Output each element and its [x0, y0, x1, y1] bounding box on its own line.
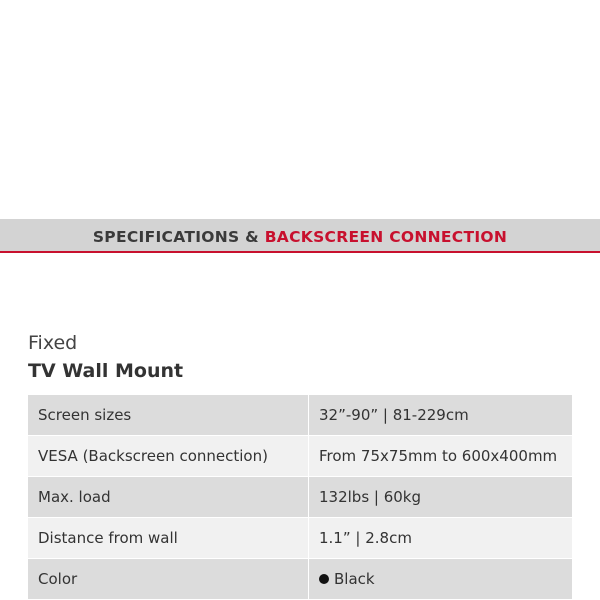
table-row [28, 395, 573, 436]
table-row [28, 559, 573, 600]
spec-label-vesa: VESA (Backscreen connection) [28, 436, 309, 477]
spec-label-screen-sizes: Screen sizes [28, 395, 309, 436]
specifications-banner [0, 219, 600, 253]
color-value-text: Black [334, 570, 375, 588]
product-name: TV Wall Mount [28, 360, 184, 382]
spec-label-max-load: Max. load [28, 477, 309, 518]
spec-label-color: Color [28, 559, 309, 600]
spec-value-max-load: 132lbs | 60kg [309, 477, 573, 518]
color-swatch-icon [319, 574, 329, 584]
spec-value-distance: 1.1” | 2.8cm [309, 518, 573, 559]
table-row [28, 477, 573, 518]
specs-table [27, 394, 573, 600]
banner-title-part2: BACKSCREEN CONNECTION [264, 228, 508, 246]
spec-label-distance: Distance from wall [28, 518, 309, 559]
spec-value-vesa: From 75x75mm to 600x400mm [309, 436, 573, 477]
table-row [28, 518, 573, 559]
banner-title-part1: SPECIFICATIONS & [92, 228, 265, 246]
spec-value-color [309, 559, 573, 600]
product-heading [28, 330, 183, 386]
table-row [28, 436, 573, 477]
spec-value-screen-sizes: 32”-90” | 81-229cm [309, 395, 573, 436]
product-type: Fixed [28, 332, 78, 354]
banner-title [93, 219, 507, 255]
